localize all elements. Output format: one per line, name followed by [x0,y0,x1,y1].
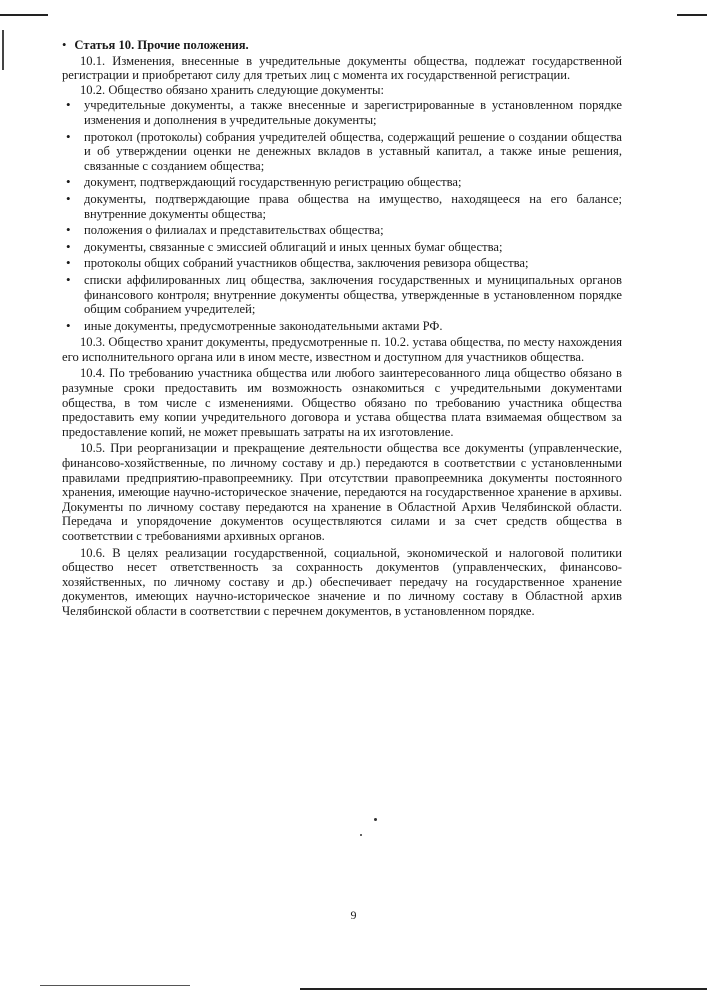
scan-edge-line [0,14,48,16]
list-item: • иные документы, предусмотренные законодательными актами РФ. [62,319,622,334]
list-item: • списки аффилированных лиц общества, заключения государственных и муниципальных органов финансового контроля; внутренние документы общества, утвержденные в установленном порядке общим собранием учредителей; [62,273,622,317]
scan-speck [374,818,377,821]
list-item: • документы, подтверждающие права общества на имущество, находящееся на его балансе; внутренние документы общества; [62,192,622,221]
paragraph-10-5: 10.5. При реорганизации и прекращение деятельности общества все документы (управленческие, финансово-хозяйственные, по личному составу и др.) передаются в соответствии с установленными правилами предприятию-правопреемнику. При отсутствии правопреемника документы постоянного хранения, имеющие научно-историческое значение, передаются на государственное хранение в архивы. Документы по личному составу передаются на хранение в Областной Архив Челябинской области. Передача и упорядочение документов осуществляются силами и за счет средств общества в соответствии с требованиями архивных органов. [62,441,622,543]
scan-edge-mark [2,30,4,70]
article-title: Статья 10. Прочие положения. [74,38,249,52]
list-item: • положения о филиалах и представительствах общества; [62,223,622,238]
scan-edge-line [300,988,707,990]
heading-marker: • [62,38,67,52]
page-number: 9 [350,908,357,922]
scan-edge-line [677,14,707,16]
document-page [62,38,622,619]
list-item: • протокол (протоколы) собрания учредителей общества, содержащий решение о создании общества и об утверждении оценки не денежных вкладов в уставный капитал, а также иные решения, связанные с созданием общества; [62,130,622,174]
list-item: • документы, связанные с эмиссией облигаций и иных ценных бумаг общества; [62,240,622,255]
paragraph-10-4: 10.4. По требованию участника общества или любого заинтересованного лица общество обязано в разумные сроки предоставить им возможность ознакомиться с учредительными документами общества, в том числе с изменениями. Общество обязано по требованию участника общества предоставить ему копии учредительного договора и устава общества плата взимаемая обществом за предоставление копий, не может превышать затраты на их изготовление. [62,366,622,439]
article-heading [62,38,622,53]
paragraph-10-6: 10.6. В целях реализации государственной, социальной, экономической и налоговой политики общество несет ответственность за сохранность документов (управленческих, финансово-хозяйственных, по личному составу и др.) обеспечивает передачу на государственное хранение документов, имеющих научно-историческое значение и по личному составу в Областной архив Челябинской области в соответствии с перечнем документов, в установленном порядке. [62,545,622,618]
paragraph-10-3: 10.3. Общество хранит документы, предусмотренные п. 10.2. устава общества, по месту нахождения его исполнительного органа или в ином месте, известном и доступном для участников общества. [62,335,622,364]
list-item: • учредительные документы, а также внесенные и зарегистрированные в установленном порядке изменения и дополнения в учредительные документы; [62,98,622,127]
list-item: • протоколы общих собраний участников общества, заключения ревизора общества; [62,256,622,271]
paragraph-10-1: 10.1. Изменения, внесенные в учредительные документы общества, подлежат государственной регистрации и приобретают силу для третьих лиц с момента их государственной регистрации. [62,53,622,83]
paragraph-10-2: 10.2. Общество обязано хранить следующие документы: [80,82,384,97]
scan-edge-line [40,985,190,986]
documents-list [62,98,622,333]
list-item: • документ, подтверждающий государственную регистрацию общества; [62,175,622,190]
scan-speck [360,834,362,836]
